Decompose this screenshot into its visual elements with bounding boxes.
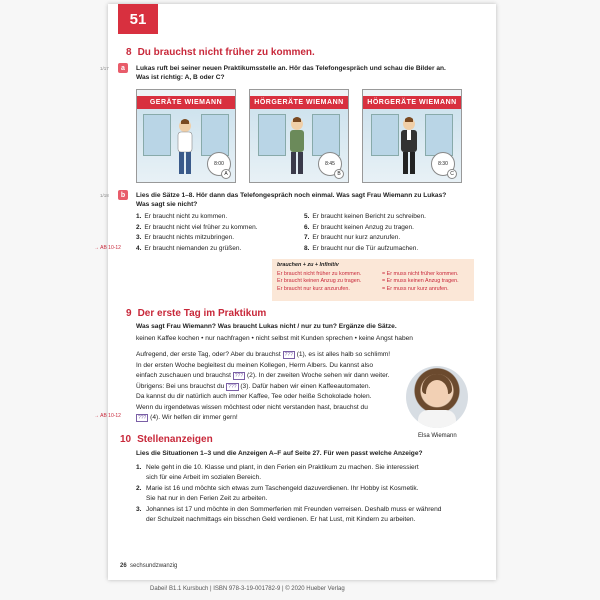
list-item: 7. Er braucht nur kurz anzurufen. — [304, 234, 401, 241]
picture-label: C — [447, 169, 457, 179]
clock-icon: 8:00 — [207, 152, 231, 176]
list-item: 1. Er braucht nicht zu kommen. — [136, 213, 228, 220]
textbook-page — [94, 4, 496, 580]
picture-a — [136, 89, 236, 183]
list-item: 4. Er braucht niemanden zu grüßen. — [136, 244, 242, 252]
gap-marker: ??? — [228, 383, 237, 390]
section-title: Der erste Tag im Praktikum — [137, 308, 267, 319]
track-number: 1/18 — [100, 193, 109, 198]
grammar-row: Er braucht keinen Anzug zu tragen. = Er muss keinen Anzug tragen. — [277, 278, 459, 284]
dialogue-text — [136, 350, 406, 424]
list-item: 8. Er braucht nur die Tür aufzumachen. — [304, 244, 419, 252]
section-9-heading — [126, 308, 266, 319]
clock-icon: 8:30 — [431, 152, 455, 176]
grammar-row: Er braucht nicht früher zu kommen. = Er muss nicht früher kommen. — [277, 270, 459, 277]
clock-icon: 8:45 — [318, 152, 342, 176]
task-letter-b: b — [118, 190, 128, 200]
shop-sign: GERÄTE WIEMANN — [137, 96, 235, 109]
section-10-heading — [120, 434, 213, 445]
list-item: 1. Nele geht in die 10. Klasse und plant, in den Ferien ein Praktikum zu machen. Sie interessiert sich für eine Arbeit im sozialen Bereich. — [136, 464, 419, 481]
picture-label: B — [334, 169, 344, 179]
workbook-reference[interactable]: → AB 10-12 — [94, 245, 121, 251]
section-title: Stellenanzeigen — [137, 434, 213, 445]
page-badge: 51 — [118, 4, 158, 34]
grammar-box — [272, 259, 474, 301]
section-title: Du brauchst nicht früher zu kommen. — [137, 47, 315, 58]
text-line: ??? (4). Wir helfen dir immer gern! — [138, 414, 238, 421]
list-item: 3. Johannes ist 17 und möchte in den Sommerferien mit Freunden verreisen. Deshalb muss er während der Schulzeit nachmittags ein bisschen Geld verdienen. Er hat Lust, mit Kindern zu arbeiten. — [136, 506, 442, 523]
lukas-illustration — [173, 118, 197, 178]
task-10-question: Lies die Situationen 1–3 und die Anzeigen A–F auf Seite 27. Für wen passt welche Anzeige? — [136, 450, 423, 457]
picture-label: A — [221, 169, 231, 179]
list-item: 2. Er braucht nicht viel früher zu kommen. — [136, 223, 258, 231]
gap-marker: ??? — [234, 373, 244, 379]
task-letter-a: a — [118, 63, 128, 73]
task-8a-instructions: Lukas ruft bei seiner neuen Praktikumsstelle an. Hör das Telefongespräch und schau die Bilder an. Was ist richtig: A, B oder C? — [136, 65, 446, 81]
sentences-right — [304, 212, 484, 254]
shop-sign: HÖRGERÄTE WIEMANN — [363, 96, 461, 109]
page-footer-number: 26 sechsundzwanzig — [120, 563, 178, 569]
list-item: 3. Er braucht nichts mitzubringen. — [136, 234, 235, 241]
picture-b — [249, 89, 349, 183]
grammar-row: Er braucht nur kurz anzurufen. = Er muss nur kurz anrufen. — [277, 285, 449, 292]
sentences-left — [136, 212, 306, 254]
grammar-title: brauchen + zu + Infinitiv — [277, 262, 339, 268]
section-8-heading — [126, 47, 315, 58]
picture-c — [362, 89, 462, 183]
section-number: 8 — [126, 47, 132, 58]
photo-caption: Elsa Wiemann — [418, 433, 457, 439]
publisher-footer: Dabei! B1.1 Kursbuch | ISBN 978-3-19-001782-9 | © 2020 Hueber Verlag — [150, 586, 345, 592]
gap-marker: ??? — [284, 352, 293, 358]
section-number: 9 — [126, 308, 132, 319]
workbook-reference[interactable]: → AB 10-12 — [94, 413, 121, 419]
list-item: 5. Er braucht keinen Bericht zu schreiben. — [304, 213, 426, 220]
shop-sign: HÖRGERÄTE WIEMANN — [250, 96, 348, 109]
list-item: 6. Er braucht keinen Anzug zu tragen. — [304, 223, 414, 231]
list-item: 2. Marie ist 16 und möchte sich etwas zum Taschengeld dazuverdienen. Ihr Hobby ist Kosmetik. Sie hat nur in den Ferien Zeit zu arbeiten. — [136, 485, 419, 502]
task-9-options: keinen Kaffee kochen • nur nachfragen • nicht selbst mit Kunden sprechen • keine Angst haben — [136, 335, 413, 342]
lukas-illustration — [395, 116, 423, 178]
text-line: Wenn du irgendetwas wissen möchtest oder nicht verstanden hast, brauchst du — [136, 403, 368, 411]
text-line: In der ersten Woche begleitest du meinen Kollegen, Herrn Albers. Du kannst also — [136, 361, 374, 369]
text-line: Da kannst du dir natürlich auch immer Kaffee, Tee oder heiße Schokolade holen. — [136, 393, 372, 400]
elsa-wiemann-photo — [406, 366, 468, 428]
task-9-question: Was sagt Frau Wiemann? Was braucht Lukas nicht / nur zu tun? Ergänze die Sätze. — [136, 323, 397, 330]
gap-marker: ??? — [138, 415, 147, 421]
section-number: 10 — [120, 434, 132, 445]
text-line: einfach zuschauen und brauchst ??? (2). In der zweiten Woche sehen wir dann weiter. — [136, 372, 390, 379]
track-number: 1/17 — [100, 66, 109, 71]
lukas-illustration — [284, 116, 310, 178]
text-line: Aufregend, der erste Tag, oder? Aber du brauchst ??? (1), es ist alles halb so schlimm! — [136, 351, 391, 358]
situations-list — [136, 463, 491, 524]
text-line: Übrigens: Bei uns brauchst du ??? (3). Dafür haben wir einen Kaffeeautomaten. — [136, 382, 371, 390]
task-8b-instructions: Lies die Sätze 1–8. Hör dann das Telefongespräch noch einmal. Was sagt Frau Wiemann zu Lukas? Was sagt sie nicht? — [136, 192, 447, 208]
